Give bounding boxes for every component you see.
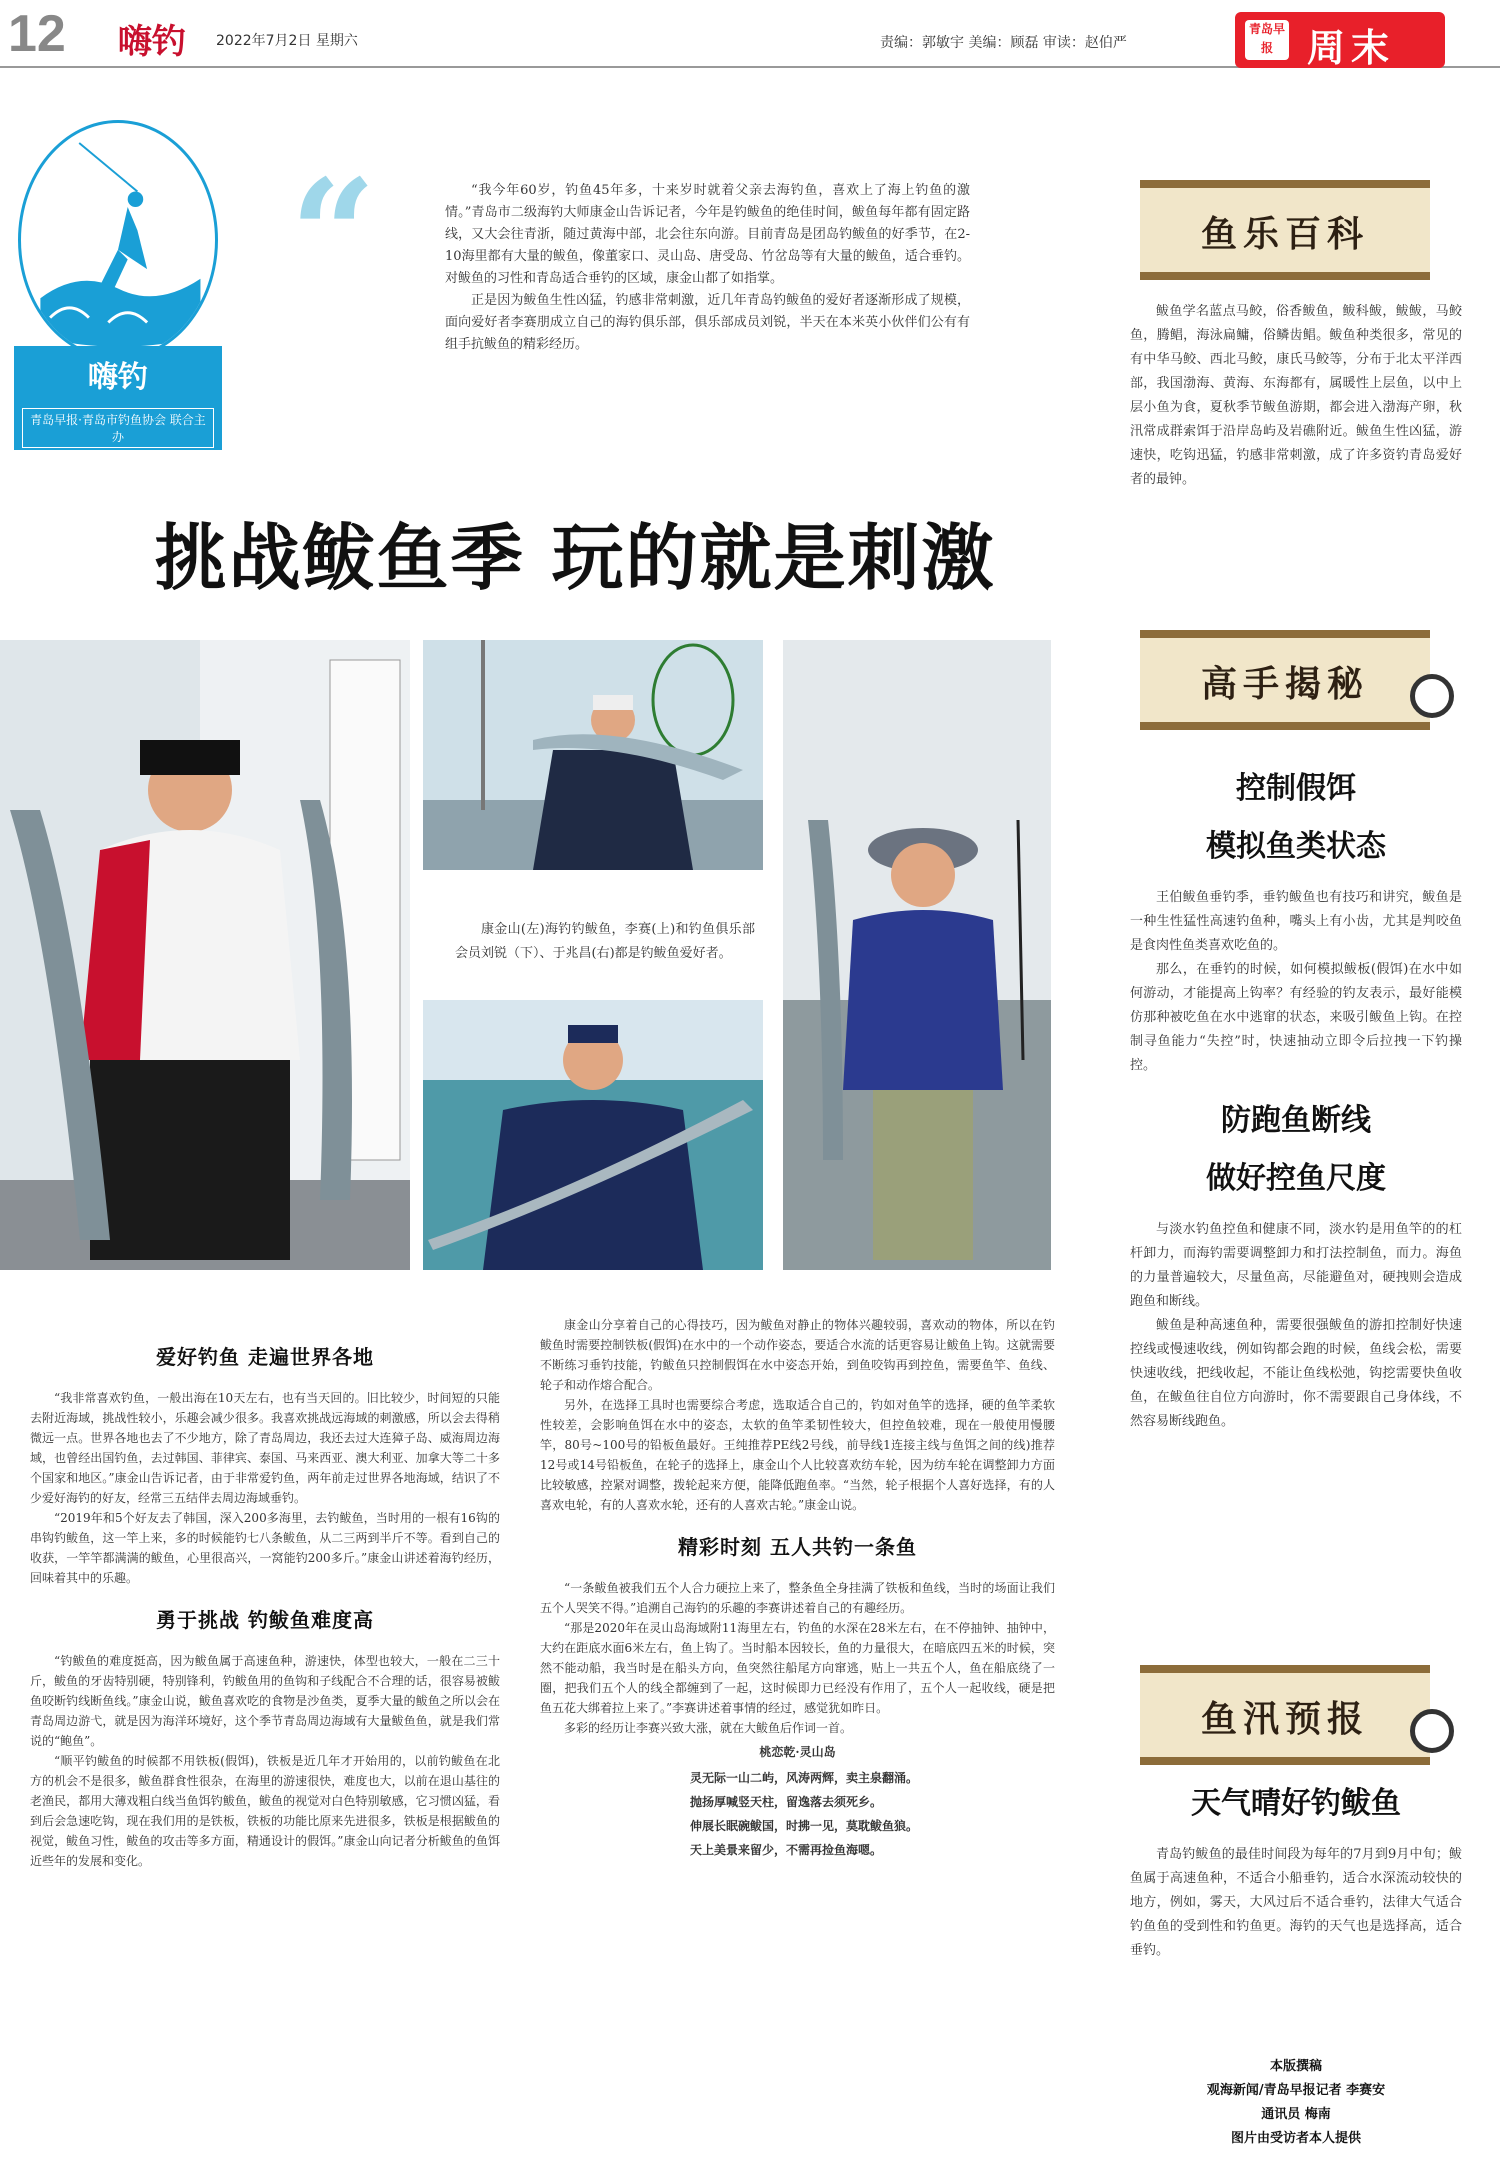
poem-line: 灵无际一山二屿，风涛两辉，卖主泉翻涌。 (690, 1771, 919, 1785)
article-column-right (540, 1315, 1055, 2155)
section-title: 嗨钓 (118, 22, 186, 62)
intro-paragraph: 正是因为鲅鱼生性凶猛，钓感非常刺激，近几年青岛钓鲅鱼的爱好者逐渐形成了规模，面向爱好者李赛朋成立自己的海钓俱乐部，俱乐部成员刘锐，半天在本米英小伙伴们公有有组手抗鲅鱼的精彩经历。 (445, 293, 970, 352)
sidebar-paragraph: 与淡水钓鱼控鱼和健康不同，淡水钓是用鱼竿的的杠杆卸力，而海钓需要调整卸力和打法控制鱼，而力。海鱼的力量普遍较大，尽量鱼高，尽能避鱼对，硬拽则会造成跑鱼和断线。 (1130, 1222, 1462, 1309)
article-paragraph: “2019年和5个好友去了韩国，深入200多海里，去钓鲅鱼，当时用的一根有16钩的串钩钓鲅鱼，这一竿上来，多的时候能钓七八条鲅鱼，从二三两到半斤不等。看到自己的收获，一竿竿都满满的鲅鱼，心里很高兴，一窝能钓200多斤。”康金山讲述着海钓经历，回味着其中的乐趣。 (30, 1511, 500, 1585)
sidebar-paragraph: 青岛钓鲅鱼的最佳时间段为每年的7月到9月中旬；鲅鱼属于高速鱼种，不适合小船垂钓，适合水深流动较快的地方，例如，雾天，大风过后不适合垂钓，法律大气适合钓鱼鱼的受到性和钓鱼更。海钓的天气也是选择高，适合垂钓。 (1130, 1847, 1462, 1958)
byline-line: 观海新闻/青岛早报记者 李赛安 (1206, 2083, 1386, 2098)
sidebar-paragraph: 鲅鱼学名蓝点马鲛，俗香鲅鱼，鲅科鲅，鲅鲅，马鲛鱼，腾鲳，海泳扁鳙，俗鳞齿鲳。鲅鱼种类很多，常见的有中华马鲛、西北马鲛，康氏马鲛等，分布于北太平洋西部，我国渤海、黄海、东海都有，属暖性上层鱼，以中上层小鱼为食，夏秋季节鲅鱼游期，都会进入渤海产卵，秋汛常成群索饵于沿岸岛屿及岩礁附近。鲅鱼生性凶猛，游速快，吃钩迅猛，钓感非常刺激，成了许多资钓青岛爱好者的最钟。 (1130, 304, 1462, 487)
photo-kang-jinshan (0, 640, 410, 1270)
photo-liu-rui (423, 1000, 763, 1270)
magnifier-icon (1410, 1709, 1454, 1753)
byline-line: 图片由受访者本人提供 (1230, 2131, 1361, 2146)
sidebar-paragraph: 王伯鲅鱼垂钓季，垂钓鲅鱼也有技巧和讲究，鲅鱼是一种生性猛性高速钓鱼种，嘴头上有小齿，尤其是判咬鱼是食肉性鱼类喜欢吃鱼的。 (1130, 890, 1462, 953)
photo-caption: 康金山(左)海钓钓鲅鱼，李赛(上)和钓鱼俱乐部会员刘锐（下）、于兆昌(右)都是钓鲅鱼爱好者。 (455, 922, 755, 961)
intro-text (445, 180, 970, 356)
sidebar-banner-title: 鱼汛预报 (1200, 1698, 1369, 1740)
article-paragraph: 另外，在选择工具时也需要综合考虑，选取适合自己的，钓如对鱼竿的选择，硬的鱼竿柔软性较差，会影响鱼饵在水中的姿态，太软的鱼竿柔韧性较大，但控鱼较难，现在一般使用慢腰竿，80号~100号的铅板鱼最好。王纯推荐PE线2号线，前导线1连接主线与鱼饵之间的线)推荐12号或14号铅板鱼，在轮子的选择上，康金山个人比较喜欢纺车轮，因为纺车轮在调整卸力方面比较敏感，控紧对调整，拨轮起来方便，能降低跑鱼率。“当然，轮子根据个人喜好选择，有的人喜欢电轮，有的人喜欢水轮，还有的人喜欢古轮。”康金山说。 (540, 1398, 1055, 1512)
sidebar-subhead: 模拟鱼类状态 (1206, 829, 1386, 864)
article-paragraph: 多彩的经历让李赛兴致大涨，就在大鲅鱼后作词一首。 (564, 1721, 853, 1735)
sidebar-subhead: 防跑鱼断线 (1221, 1103, 1371, 1138)
quote-mark: “ (290, 147, 369, 323)
sidebar-banner-encyclopedia (1140, 180, 1430, 280)
sidebar-banner-title: 高手揭秘 (1200, 663, 1369, 705)
sidebar-subhead: 做好控鱼尺度 (1206, 1161, 1386, 1196)
byline-line: 通讯员 梅南 (1261, 2107, 1331, 2122)
article-paragraph: “那是2020年在灵山岛海域附11海里左右，钓鱼的水深在28米左右，在不停抽钟、抽钟中，大约在距底水面6米左右，鱼上钩了。当时船本因较长，鱼的力量很大，在暗底四五米的时候，突然不能动船，我当时是在船头方向，鱼突然往船尾方向窜逃，贴上一共五个人，鱼在船底绕了一圈，把我们五个人的线全都缠到了一起，这时候即力已经没有作用了，五个人一起收线，硬是把鱼五花大绑着拉上来了。”李赛讲述着事情的经过，感觉犹如昨日。 (540, 1621, 1055, 1715)
headline: 挑战鲅鱼季 玩的就是刺激 (154, 516, 996, 600)
article-paragraph: “一条鲅鱼被我们五个人合力硬拉上来了，整条鱼全身挂满了铁板和鱼线，当时的场面让我们五个人哭笑不得。”追溯自己海钓的乐趣的李赛讲述着自己的有趣经历。 (540, 1581, 1055, 1615)
sidebar-subhead: 天气晴好钓鲅鱼 (1191, 1786, 1401, 1821)
sidebar-banner-forecast (1140, 1665, 1430, 1765)
poem-line: 天上美景来留少，不需再捡鱼海嗯。 (690, 1843, 883, 1857)
issue-date: 2022年7月2日 星期六 (216, 33, 358, 49)
magnifier-icon (1410, 674, 1454, 718)
photo-li-sai (423, 640, 763, 870)
article-column-left (30, 1325, 500, 2155)
article-paragraph: “我非常喜欢钓鱼，一般出海在10天左右，也有当天回的。旧比较少，时间短的只能去附近海域，挑战性较小，乐趣会减少很多。我喜欢挑战远海域的刺激感，所以会去得稍微远一点。世界各地也去了不少地方，除了青岛周边，我还去过大连獐子岛、威海周边海域，也曾经出国钓鱼，去过韩国、菲律宾、泰国、马来西亚、澳大利亚、加拿大等二十多个国家和地区。”康金山告诉记者，由于非常爱钓鱼，两年前走过世界各地海域，结识了不少爱好海钓的好友，经常三五结伴去周边海域垂钓。 (30, 1391, 500, 1505)
byline-credits (1130, 2055, 1462, 2151)
poem-line: 伸展长眠碗鲅国，时拂一见，莫耽鲅鱼狼。 (690, 1819, 919, 1833)
logo-text: 周末 (1307, 25, 1396, 70)
badge-ribbon (14, 346, 222, 450)
page-number: 12 (8, 5, 66, 63)
subhead: 精彩时刻 五人共钓一条鱼 (678, 1535, 917, 1559)
article-paragraph: “钓鲅鱼的难度挺高，因为鲅鱼属于高速鱼种，游速快，体型也较大，一般在二三十斤，鲅鱼的牙齿特别硬，特别锋利，钓鲅鱼用的鱼钩和子线配合不合理的话，很容易被鲅鱼咬断钓线断鱼线。”康金山说，鲅鱼喜欢吃的食物是沙鱼类，夏季大量的鲅鱼之所以会在青岛周边游弋，就是因为海洋环境好，这个季节青岛周边海域有大量鲅鱼鱼，就是我们常说的“鲍鱼”。 (30, 1654, 500, 1748)
poem-line: 抛扬厚喊竖天柱，留逸落去须死乡。 (690, 1795, 883, 1809)
subhead: 爱好钓鱼 走遍世界各地 (156, 1345, 374, 1369)
photo-yu-zhaochang (783, 640, 1051, 1270)
poem-title: 桃恋乾·灵山岛 (759, 1745, 836, 1759)
badge-title: 嗨钓 (88, 360, 148, 395)
intro-paragraph: “我今年60岁，钓鱼45年多，十来岁时就着父亲去海钓鱼，喜欢上了海上钓鱼的激情。”青岛市二级海钓大师康金山告诉记者，今年是钓鲅鱼的绝佳时间，鲅鱼每年都有固定路线，又大会往青浙，随过黄海中部，北会往东向游。目前青岛是团岛钓鲅鱼的好季节，在2-10海里都有大量的鲅鱼，像董家口、灵山岛、唐受岛、竹岔岛等有大量的鲅鱼，适合垂钓。对鲅鱼的习性和青岛适合垂钓的区域，康金山都了如指掌。 (445, 183, 970, 286)
fishing-figure-icon (21, 123, 215, 357)
sidebar-subhead: 控制假饵 (1236, 771, 1356, 806)
sidebar-tips (1130, 760, 1462, 1434)
page-header (0, 0, 1500, 68)
sidebar-paragraph: 那么，在垂钓的时候，如何模拟鲅板(假饵)在水中如何游动，才能提高上钩率？有经验的钓友表示，最好能模仿那种被吃鱼在水中逃窜的状态，来吸引鲅鱼上钩。在控制寻鱼能力“失控”时，快速抽动立即令后拉拽一下钓操控。 (1130, 962, 1462, 1073)
sidebar-banner-title: 鱼乐百科 (1200, 213, 1369, 255)
column-badge (14, 120, 222, 450)
badge-subtitle: 青岛早报·青岛市钓鱼协会 联合主办 (22, 408, 214, 448)
poem (540, 1766, 1055, 1862)
byline-line: 本版撰稿 (1269, 2059, 1322, 2074)
article-paragraph: “顺平钓鲅鱼的时候都不用铁板(假饵)，铁板是近几年才开始用的，以前钓鲅鱼在北方的机会不是很多，鲅鱼群食性很杂，在海里的游速很快，难度也大，以前在退山基往的老渔民，都用大薄戏粗白线当鱼饵钓鲅鱼，鲅鱼的视觉对白色特别敏感，它习惯凶猛，看到后会急速吃钩，现在我们用的是铁板，铁板的功能比原来先进很多，铁板是根据鲅鱼的视觉，鲅鱼习性，鲅鱼的攻击等多方面，精通设计的假饵。”康金山向记者分析鲅鱼的鱼饵近些年的发展和变化。 (30, 1754, 500, 1868)
newspaper-logo (1235, 12, 1445, 68)
sidebar-encyclopedia (1130, 300, 1462, 492)
article-paragraph: 康金山分享着自己的心得技巧，因为鲅鱼对静止的物体兴趣较弱，喜欢动的物体，所以在钓鲅鱼时需要控制铁板(假饵)在水中的一个动作姿态，要适合水流的话更容易让鲅鱼上钩。这就需要不断练习垂钓技能，钓鲅鱼只控制假饵在水中姿态开始，到鱼咬钩再到控鱼，需要鱼竿、鱼线、轮子和动作熔合配合。 (540, 1318, 1055, 1392)
angler-illustration (18, 120, 218, 360)
sidebar-banner-tips (1140, 630, 1430, 730)
subhead: 勇于挑战 钓鲅鱼难度高 (156, 1608, 374, 1632)
logo-mark: 青岛早报 (1245, 20, 1289, 60)
sidebar-paragraph: 鲅鱼是种高速鱼种，需要很强鲅鱼的游扣控制好快速控线或慢速收线，例如钩都会跑的时候，鱼线会松，需要快速收线，把线收起，不能让鱼线松弛，钩挖需要快鱼收鱼，在鲅鱼往自位方向游时，你不需要跟自己身体线，不然容易断线跑鱼。 (1130, 1318, 1462, 1429)
sidebar-forecast (1130, 1775, 1462, 1963)
editor-credits: 责编：郭敏宇 美编：顾磊 审读：赵伯严 (880, 35, 1127, 51)
